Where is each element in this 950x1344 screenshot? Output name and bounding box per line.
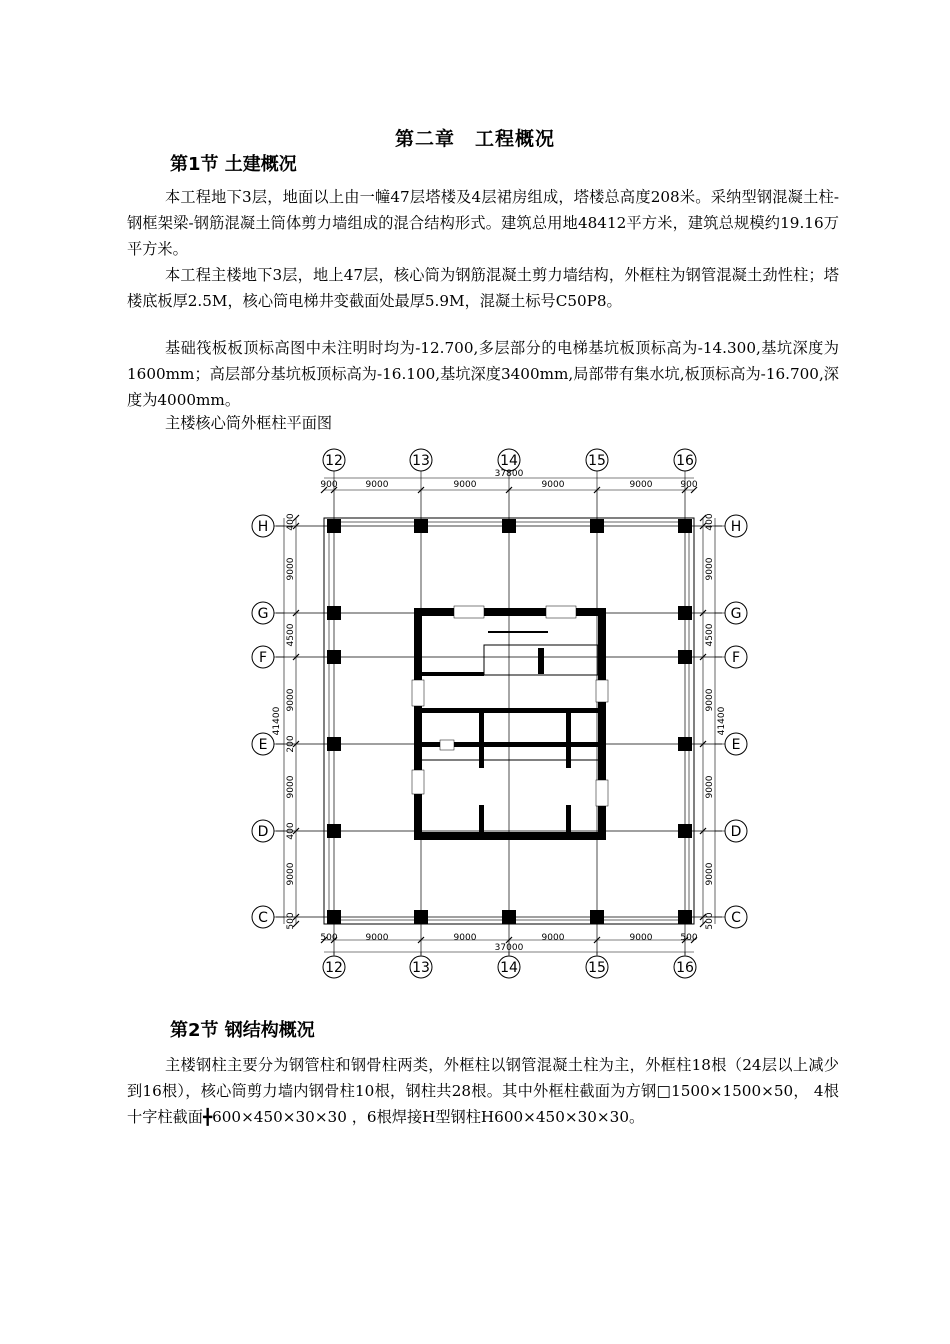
core-wall bbox=[479, 805, 484, 835]
frame-column bbox=[327, 650, 341, 664]
dimension-text: 9000 bbox=[286, 688, 296, 712]
axis-bubble-right-label: H bbox=[730, 519, 742, 535]
frame-column bbox=[678, 650, 692, 664]
wall-opening bbox=[596, 680, 608, 702]
core-wall bbox=[420, 708, 600, 713]
frame-column bbox=[327, 910, 341, 924]
wall-opening bbox=[454, 606, 484, 618]
dimension-text: 900 bbox=[680, 480, 698, 490]
axis-bubble-right-label: G bbox=[730, 606, 742, 622]
frame-column bbox=[678, 910, 692, 924]
frame-column bbox=[327, 606, 341, 620]
axis-bubble-left-label: C bbox=[258, 910, 268, 926]
section-heading-steel: 第2节 钢结构概况 bbox=[170, 1020, 315, 1041]
dimension-text: 900 bbox=[320, 480, 338, 490]
core-wall bbox=[486, 608, 534, 616]
dimension-text: 400 bbox=[286, 822, 296, 840]
dimension-text: 500 bbox=[705, 912, 715, 930]
dimension-text: 9000 bbox=[705, 557, 715, 581]
wall-opening bbox=[546, 606, 576, 618]
axis-bubble-left-label: E bbox=[258, 737, 268, 753]
dimension-text: 9000 bbox=[453, 933, 477, 943]
figure-caption: 主楼核心筒外框柱平面图 bbox=[165, 414, 333, 432]
core-wall bbox=[414, 832, 606, 840]
wall-opening bbox=[440, 740, 454, 750]
paragraph-main-building: 本工程主楼地下3层，地上47层，核心筒为钢筋混凝土剪力墙结构，外框柱为钢管混凝土劲性柱；塔楼底板厚2.5M，核心筒电梯井变截面处最厚5.9M，混凝土标号C50P8。 bbox=[127, 266, 839, 310]
dimension-total: 37800 bbox=[494, 469, 524, 479]
frame-column bbox=[502, 519, 516, 533]
axis-bubble-top-label: 15 bbox=[588, 453, 606, 469]
dimension-text: 9000 bbox=[629, 933, 653, 943]
dimension-text: 9000 bbox=[705, 688, 715, 712]
frame-column bbox=[327, 519, 341, 533]
paragraph-steel: 主楼钢柱主要分为钢管柱和钢骨柱两类，外框柱以钢管混凝土柱为主，外框柱18根（24层以上减少到16根），核心筒剪力墙内钢骨柱10根，钢柱共28根。其中外框柱截面为方钢□1500×1500×50， 4根十字柱截面╋600×450×30×30 ，6根焊接H型钢柱H600×450×30×30。 bbox=[127, 1056, 839, 1126]
dimension-text: 9000 bbox=[365, 933, 389, 943]
dimension-text: 4500 bbox=[705, 623, 715, 647]
chapter-title: 第二章 工程概况 bbox=[394, 128, 555, 150]
section-heading-civil: 第1节 土建概况 bbox=[170, 154, 297, 175]
core-wall bbox=[420, 672, 484, 676]
dimension-text: 500 bbox=[680, 933, 698, 943]
axis-bubble-left-label: D bbox=[257, 824, 269, 840]
axis-bubble-bottom-label: 16 bbox=[676, 960, 694, 976]
frame-column bbox=[678, 737, 692, 751]
frame-column bbox=[502, 910, 516, 924]
axis-bubble-bottom-label: 13 bbox=[412, 960, 430, 976]
axis-bubble-bottom-label: 15 bbox=[588, 960, 606, 976]
frame-column bbox=[678, 606, 692, 620]
frame-column bbox=[414, 910, 428, 924]
paragraph-overview: 本工程地下3层，地面以上由一幢47层塔楼及4层裙房组成，塔楼总高度208米。采纳型钢混凝土柱-钢框架梁-钢筋混凝土筒体剪力墙组成的混合结构形式。建筑总用地48412平方米，建筑总规模约19.16万平方米。 bbox=[127, 188, 839, 258]
axis-bubble-left-label: H bbox=[257, 519, 269, 535]
axis-bubble-right-label: D bbox=[730, 824, 742, 840]
dimension-total: 41400 bbox=[717, 706, 727, 736]
wall-opening bbox=[596, 780, 608, 806]
frame-column bbox=[678, 519, 692, 533]
core-wall bbox=[414, 608, 422, 840]
axis-bubble-bottom-label: 12 bbox=[325, 960, 343, 976]
dimension-total: 41400 bbox=[272, 706, 282, 736]
dimension-text: 9000 bbox=[286, 557, 296, 581]
frame-column bbox=[678, 824, 692, 838]
axis-bubble-left-label: F bbox=[258, 650, 268, 666]
frame-column bbox=[590, 519, 604, 533]
wall-opening bbox=[412, 680, 424, 706]
axis-bubble-left-label: G bbox=[257, 606, 269, 622]
axis-bubble-top-label: 16 bbox=[676, 453, 694, 469]
core-wall bbox=[566, 805, 571, 835]
paragraph-foundation: 基础筏板板顶标高图中未注明时均为-12.700,多层部分的电梯基坑板顶标高为-14.300,基坑深度为1600mm；高层部分基坑板顶标高为-16.100,基坑深度3400mm,局部带有集水坑,板顶标高为-16.700,深度为4000mm。 bbox=[127, 339, 839, 409]
axis-bubble-right-label: F bbox=[731, 650, 741, 666]
dimension-text: 9000 bbox=[541, 480, 565, 490]
frame-column bbox=[327, 824, 341, 838]
axis-bubble-bottom-label: 14 bbox=[500, 960, 518, 976]
dimension-text: 9000 bbox=[286, 862, 296, 886]
dimension-text: 9000 bbox=[705, 862, 715, 886]
axis-bubble-top-label: 13 bbox=[412, 453, 430, 469]
frame-column bbox=[414, 519, 428, 533]
dimension-text: 9000 bbox=[365, 480, 389, 490]
dimension-text: 400 bbox=[286, 513, 296, 531]
frame-column bbox=[590, 910, 604, 924]
dimension-text: 400 bbox=[705, 513, 715, 531]
dimension-text: 9000 bbox=[453, 480, 477, 490]
dimension-text: 9000 bbox=[629, 480, 653, 490]
axis-bubble-top-label: 12 bbox=[325, 453, 343, 469]
core-wall bbox=[479, 708, 484, 768]
frame-column bbox=[327, 737, 341, 751]
dimension-text: 200 bbox=[286, 735, 296, 753]
axis-bubble-right-label: E bbox=[731, 737, 741, 753]
axis-bubble-right-label: C bbox=[731, 910, 741, 926]
wall-opening bbox=[412, 770, 424, 794]
dimension-text: 4500 bbox=[286, 623, 296, 647]
dimension-text: 9000 bbox=[705, 775, 715, 799]
dimension-text: 9000 bbox=[286, 775, 296, 799]
axis-bubble-top-label: 14 bbox=[500, 453, 518, 469]
dimension-text: 500 bbox=[286, 912, 296, 930]
dimension-text: 500 bbox=[320, 933, 338, 943]
core-wall bbox=[566, 708, 571, 768]
dimension-total: 37000 bbox=[494, 943, 524, 953]
core-wall bbox=[538, 648, 544, 674]
dimension-text: 9000 bbox=[541, 933, 565, 943]
